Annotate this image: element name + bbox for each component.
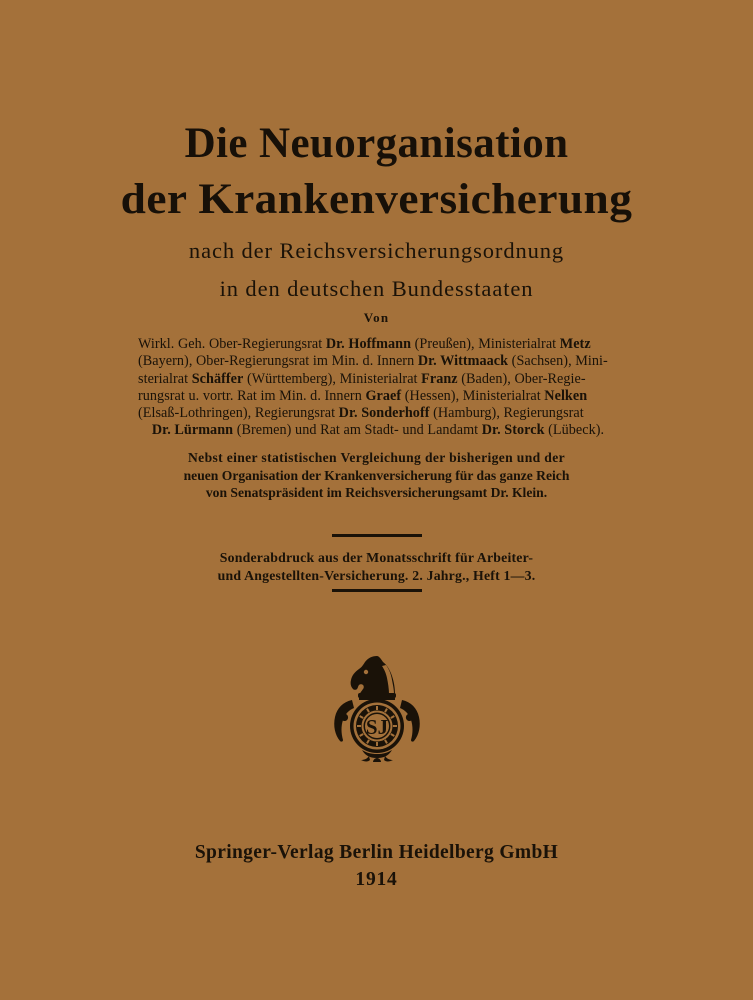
author-text: (Preußen), Ministerialrat — [411, 336, 560, 352]
logo-monogram: SJ — [365, 715, 388, 739]
author-text: sterialrat — [138, 370, 192, 387]
author-name: Dr. Hoffmann — [325, 336, 412, 352]
subtitle-line-2: in den deutschen Bundesstaaten — [219, 275, 534, 301]
author-text: Wirkl. Geh. Ober-Regierungsrat — [138, 336, 326, 352]
author-name: Dr. Lürmann — [151, 422, 234, 439]
author-line-1 — [138, 336, 618, 353]
note-line-1: Nebst einer statistischen Vergleichung der bisherigen und der — [188, 450, 565, 465]
publication-year: 1914 — [355, 868, 398, 890]
byline-label: Von — [363, 310, 390, 325]
divider-top — [332, 534, 422, 537]
author-list — [138, 336, 618, 440]
note-line-3: von Senatspräsident im Reichsversicherungsamt Dr. Klein. — [205, 485, 548, 500]
author-text: (Bayern), Ober-Regierungsrat im Min. d. Innern — [138, 353, 418, 370]
author-text: (Elsaß-Lothringen), Regierungsrat — [138, 405, 339, 422]
author-name: Dr. Sonderhoff — [338, 405, 430, 422]
offprint-note — [0, 549, 753, 584]
author-text: (Hessen), Ministerialrat — [401, 387, 545, 404]
offprint-line-1: Sonderabdruck aus der Monatsschrift für Arbeiter- — [219, 550, 534, 565]
subtitle-line-1: nach der Reichsversicherungsordnung — [188, 238, 565, 263]
publisher-name: Springer-Verlag Berlin Heidelberg GmbH — [194, 842, 559, 863]
note-line-2: neuen Organisation der Krankenversicherung für das ganze Reich — [183, 467, 570, 483]
author-line-5 — [138, 405, 618, 422]
author-text: rungsrat u. vortr. Rat im Min. d. Innern — [138, 387, 366, 404]
springer-knight-logo-icon — [322, 648, 432, 764]
publisher-imprint — [0, 843, 753, 889]
author-name: Dr. Storck — [481, 422, 545, 439]
author-line-2 — [138, 353, 618, 370]
author-name: Franz — [421, 370, 458, 387]
divider-bottom — [332, 589, 422, 592]
subtitle — [0, 240, 753, 300]
author-text: (Hamburg), Regierungsrat — [429, 405, 584, 422]
author-name: Schäffer — [191, 370, 244, 387]
author-name: Nelken — [544, 387, 588, 404]
author-name: Dr. Wittmaack — [417, 353, 509, 370]
author-line-4 — [138, 388, 618, 405]
page-title — [0, 122, 753, 221]
author-text: (Sachsen), Mini- — [508, 353, 608, 370]
note-paragraph — [0, 449, 753, 502]
title-line-2: der Krankenversicherung — [120, 176, 633, 223]
title-line-1: Die Neuorganisation — [184, 120, 569, 167]
author-line-6 — [138, 422, 618, 439]
author-text: (Bremen) und Rat am Stadt- und Landamt — [233, 422, 482, 439]
author-text: (Lübeck). — [544, 422, 605, 439]
author-name: Graef — [365, 387, 402, 404]
author-text: (Baden), Ober-Regie- — [457, 370, 586, 387]
author-text: (Württemberg), Ministerialrat — [243, 370, 422, 387]
author-name: Metz — [559, 336, 591, 352]
author-line-3 — [138, 371, 618, 388]
offprint-line-2: und Angestellten-Versicherung. 2. Jahrg., Heft 1—3. — [217, 567, 536, 583]
